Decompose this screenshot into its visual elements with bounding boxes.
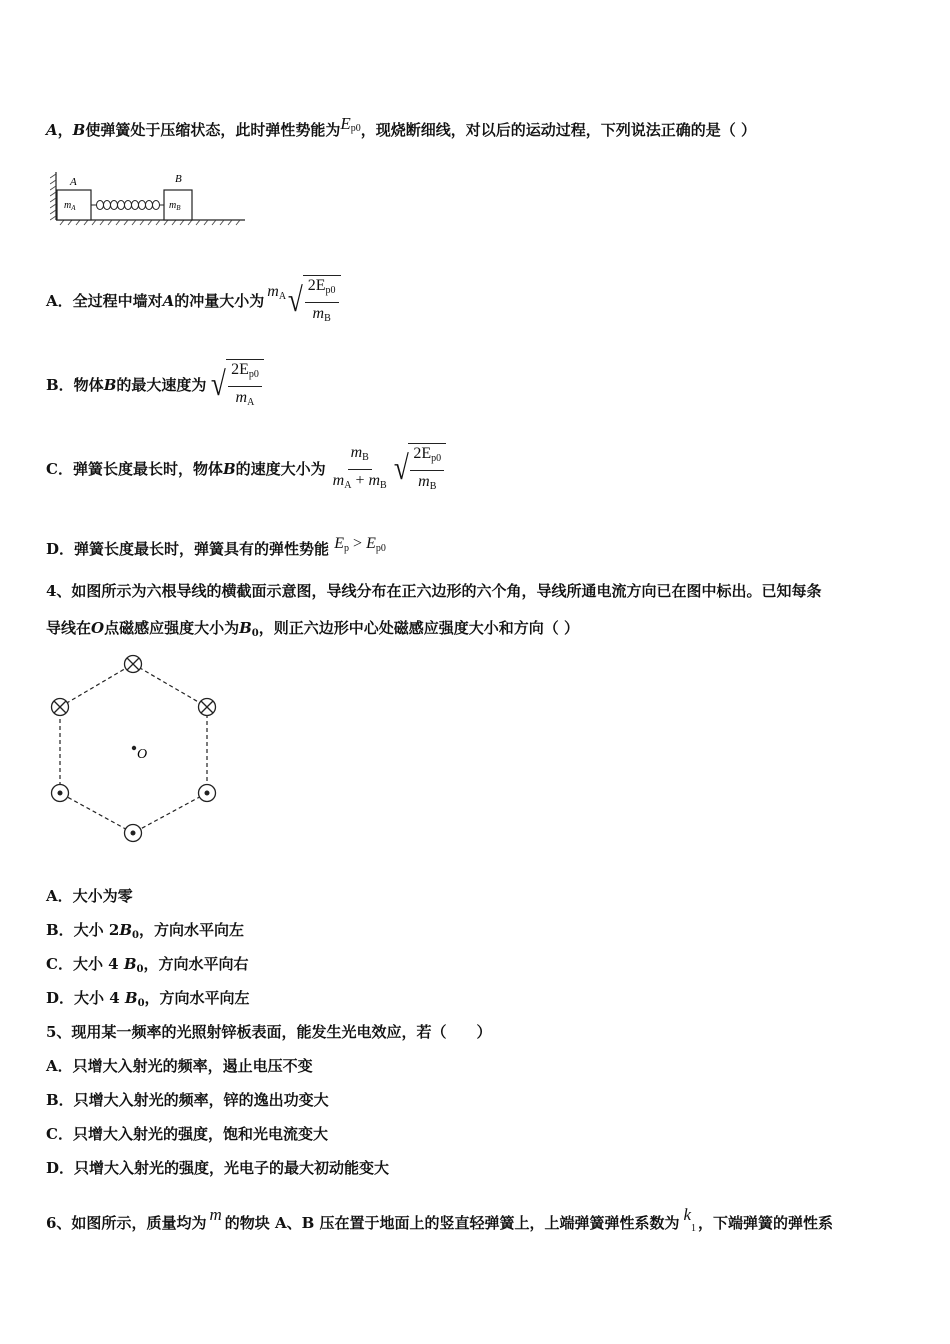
q4-stem-line1: 4、如图所示为六根导线的横截面示意图，导线分布在正六边形的六个角，导线所通电流方向已在图中标出。已知每条 (46, 582, 822, 600)
hexagon-figure (40, 650, 230, 850)
q4-stem-b: B (239, 619, 252, 637)
q6-stem-suffix: ，下端弹簧的弹性系 (698, 1214, 834, 1232)
spring-coils (97, 201, 160, 210)
q3-option-b-var: B (103, 376, 117, 394)
q3-option-a-suffix: 的冲量大小为 (174, 292, 265, 310)
q4-option-c-prefix: C．大小 4 (46, 955, 124, 973)
q3-option-b-prefix: B．物体 (46, 376, 104, 394)
q3-option-c (46, 442, 446, 496)
q4-option-b-sub: 0 (132, 930, 139, 941)
q3-option-d-text: D．弹簧长度最长时，弹簧具有的弹性势能 (46, 540, 330, 558)
q4-stem-b-sub: 0 (251, 628, 259, 639)
q3-option-c-prefix: C．弹簧长度最长时，物体 (46, 460, 223, 478)
q3-option-b-sqrt: √ $\frac{2E_{p0}}{m_A}$ (209, 359, 263, 412)
wire-bottom-out-icon (125, 825, 142, 842)
block-b-label: B (175, 173, 182, 185)
q4-stem-line2 (46, 618, 579, 644)
wire-top-into-icon (125, 656, 142, 673)
q6-stem (46, 1205, 833, 1239)
q3-stem-part2: ，现烧断细线，对以后的运动过程，下列说法正确的是（ ） (360, 121, 756, 139)
center-label: O (137, 747, 148, 762)
q6-stem-k-sub: 1 (691, 1223, 697, 1234)
q4-option-c-var: B (123, 955, 137, 973)
q5-option-a: A．只增大入射光的频率，遏止电压不变 (46, 1057, 313, 1075)
q3-option-b-suffix: 的最大速度为 (116, 376, 207, 394)
q6-stem-prefix: 6、如图所示，质量均为 (46, 1214, 207, 1232)
q3-option-c-suffix: 的速度大小为 (235, 460, 326, 478)
q6-stem-k: k (683, 1205, 692, 1224)
q4-stem-suffix: ，则正六边形中心处磁感应强度大小和方向（ ） (258, 619, 579, 637)
q4-option-b-prefix: B．大小 2 (46, 921, 120, 939)
q4-stem-o: O (91, 619, 105, 637)
q4-option-c-suffix: ，方向水平向右 (143, 955, 249, 973)
q3-stem (46, 114, 756, 140)
center-point (132, 746, 136, 750)
q4-option-b (46, 920, 244, 946)
q6-stem-mid: 的物块 A、B 压在置于地面上的竖直轻弹簧上，上端弹簧弹性系数为 (224, 1214, 680, 1232)
q4-option-d (46, 988, 250, 1014)
q4-option-a: A．大小为零 (46, 887, 133, 905)
q4-stem-mid: 点磁感应强度大小为 (104, 619, 240, 637)
q3-option-a-prefix: A．全过程中墙对 (46, 292, 163, 310)
q5-stem: 5、现用某一频率的光照射锌板表面，能发生光电效应，若（ ） (46, 1023, 492, 1041)
q3-option-d (46, 534, 386, 559)
q3-stem-sep: ， (57, 121, 73, 139)
wire-upper-right-into-icon (199, 699, 216, 716)
q6-stem-m: m (209, 1205, 222, 1224)
q3-energy-sub: p0 (350, 123, 361, 134)
q5-option-d: D．只增大入射光的强度，光电子的最大初动能变大 (46, 1159, 390, 1177)
q3-option-c-var: B (222, 460, 236, 478)
q3-option-d-inequality: $E_p > E_{p0}$ (334, 535, 386, 554)
q5-option-c: C．只增大入射光的强度，饱和光电流变大 (46, 1125, 328, 1143)
q3-option-c-ratio: $\frac{m_B}{m_A + m_B}$ (332, 443, 387, 491)
q4-option-d-prefix: D．大小 4 (46, 989, 125, 1007)
q3-option-a-sqrt: √ $\frac{2E_{p0}}{m_B}$ (286, 275, 340, 328)
q4-option-b-var: B (119, 921, 133, 939)
block-b-mass: $m_B$ (169, 200, 181, 212)
wire-lower-left-out-icon (52, 785, 69, 802)
q3-stem-label-a: A (46, 121, 58, 139)
q3-option-a-coef: $m_A$ (267, 283, 287, 302)
q4-option-d-sub: 0 (137, 998, 145, 1009)
q4-option-d-var: B (124, 989, 138, 1007)
q3-option-a-var: A (162, 292, 175, 310)
q4-option-c (46, 954, 249, 980)
q4-option-b-suffix: ，方向水平向左 (139, 921, 245, 939)
wire-lower-right-out-icon (199, 785, 216, 802)
q3-option-c-sqrt: √ $\frac{2E_{p0}}{m_B}$ (392, 443, 446, 496)
q5-option-b: B．只增大入射光的频率，锌的逸出功变大 (46, 1091, 329, 1109)
block-a-mass: $m_A$ (64, 200, 76, 212)
q4-option-c-sub: 0 (136, 964, 144, 975)
q3-stem-label-b: B (72, 121, 86, 139)
q3-energy-symbol: E (340, 114, 351, 133)
q3-spring-figure (50, 168, 250, 230)
q4-stem-prefix: 导线在 (46, 619, 92, 637)
wire-upper-left-into-icon (52, 699, 69, 716)
q4-option-d-suffix: ，方向水平向左 (144, 989, 250, 1007)
q3-option-b (46, 360, 264, 410)
q3-option-a (46, 276, 341, 326)
q3-stem-part1: 使弹簧处于压缩状态，此时弹性势能为 (85, 121, 341, 139)
block-a-label: A (70, 176, 77, 188)
